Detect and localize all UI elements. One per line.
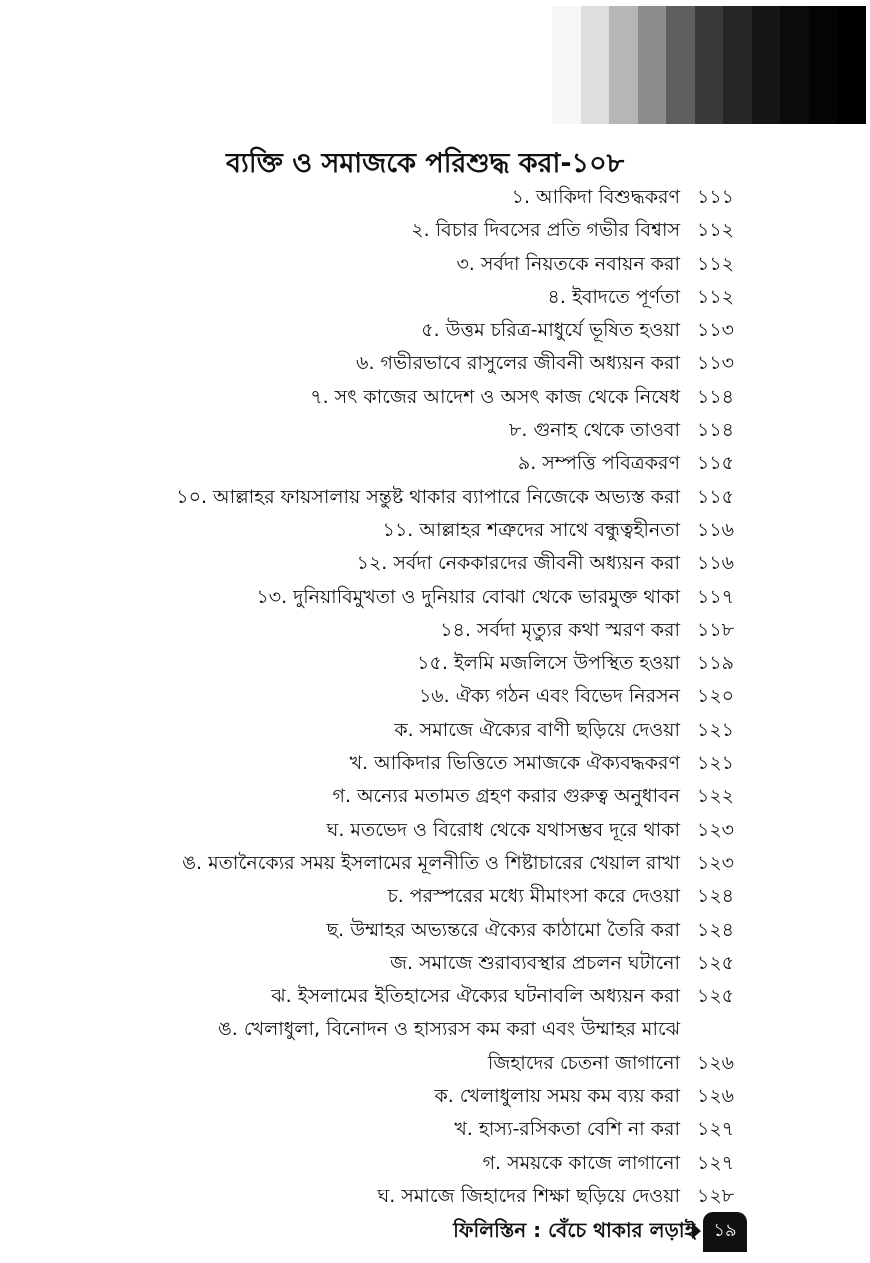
grayscale-swatch (638, 6, 667, 124)
toc-entry (0, 613, 870, 646)
book-title: ফিলিস্তিন : বেঁচে থাকার লড়াই (453, 1218, 695, 1242)
toc-entry-title: ক. খেলাধুলায় সময় কম ব্যয় করা (434, 1085, 680, 1108)
toc-entry (0, 1112, 870, 1145)
table-of-contents (0, 180, 870, 1212)
toc-entry (0, 746, 870, 779)
toc-entry-title: ১২. সর্বদা নেককারদের জীবনী অধ্যয়ন করা (356, 552, 680, 575)
toc-entry-title: ১০. আল্লাহর ফায়সালায় সন্তুষ্ট থাকার ব্যাপারে নিজেকে অভ্যস্ত করা (176, 485, 680, 508)
toc-entry (0, 1012, 870, 1045)
toc-entry-title: ৯. সম্পত্তি পবিত্রকরণ (517, 452, 680, 475)
toc-entry (0, 813, 870, 846)
toc-entry-page: ১২৭ (697, 1151, 735, 1174)
toc-entry-page: ১২১ (697, 752, 735, 775)
grayscale-swatch (752, 6, 781, 124)
grayscale-swatch (837, 6, 866, 124)
toc-entry (0, 946, 870, 979)
toc-entry (0, 346, 870, 379)
toc-entry (0, 580, 870, 613)
toc-entry-page: ১২৮ (697, 1184, 735, 1207)
toc-entry (0, 446, 870, 479)
toc-entry-title: ১৬. ঐক্য গঠন এবং বিভেদ নিরসন (418, 685, 680, 708)
toc-entry-page: ১১৪ (697, 419, 734, 442)
toc-entry-title: ১৩. দুনিয়াবিমুখতা ও দুনিয়ার বোঝা থেকে ভারমুক্ত থাকা (256, 585, 680, 608)
toc-entry (0, 413, 870, 446)
toc-entry-page: ১২২ (697, 785, 735, 808)
toc-entry (0, 1179, 870, 1212)
triangle-arrow-icon (692, 1223, 701, 1239)
toc-entry-page: ১২০ (697, 685, 735, 708)
toc-entry-title: ১১. আল্লাহর শত্রুদের সাথে বন্ধুত্বহীনতা (382, 518, 680, 541)
toc-entry (0, 913, 870, 946)
toc-entry-title: গ. সময়কে কাজে লাগানো (482, 1151, 680, 1174)
toc-entry-page: ১১৮ (697, 618, 734, 641)
toc-entry-page: ১২৫ (697, 951, 735, 974)
toc-entry-page: ১১৯ (697, 652, 734, 675)
toc-entry-page: ১১২ (697, 285, 735, 308)
toc-entry-page: ১১৭ (697, 585, 735, 608)
toc-entry (0, 646, 870, 679)
toc-entry-page: ১১৫ (697, 452, 734, 475)
toc-entry (0, 1079, 870, 1112)
toc-entry-title: ৮. গুনাহ থেকে তাওবা (509, 419, 680, 442)
toc-entry (0, 779, 870, 812)
section-title: ব্যক্তি ও সমাজকে পরিশুদ্ধ করা-১০৮ (226, 148, 625, 179)
toc-entry-page: ১২৩ (697, 818, 735, 841)
toc-entry-title: জিহাদের চেতনা জাগানো (487, 1051, 680, 1074)
toc-entry (0, 513, 870, 546)
toc-entry (0, 380, 870, 413)
toc-entry (0, 247, 870, 280)
toc-entry-page: ১১৫ (697, 485, 734, 508)
toc-entry-title: চ. পরস্পরের মধ্যে মীমাংসা করে দেওয়া (387, 885, 680, 908)
toc-entry-page: ১২৩ (697, 851, 735, 874)
toc-entry-page: ১১৬ (697, 552, 735, 575)
grayscale-swatch (723, 6, 752, 124)
page-number-tab: ১৯ (703, 1212, 747, 1252)
toc-entry (0, 280, 870, 313)
toc-entry (0, 679, 870, 712)
toc-entry-page: ১১২ (697, 252, 735, 275)
toc-entry-title: ঘ. মতভেদ ও বিরোধ থেকে যথাসম্ভব দূরে থাকা (326, 818, 680, 841)
toc-entry-page: ১১৩ (697, 319, 735, 342)
toc-entry-title: ৩. সর্বদা নিয়তকে নবায়ন করা (456, 252, 680, 275)
grayscale-calibration-strip (552, 6, 866, 124)
toc-entry (0, 546, 870, 579)
toc-entry-title: জ. সমাজে শুরাব্যবস্থার প্রচলন ঘটানো (390, 951, 680, 974)
grayscale-swatch (552, 6, 581, 124)
toc-entry (0, 1046, 870, 1079)
grayscale-swatch (780, 6, 809, 124)
toc-entry-page: ১১৬ (697, 518, 735, 541)
toc-entry-title: ৭. সৎ কাজের আদেশ ও অসৎ কাজ থেকে নিষেধ (310, 385, 680, 408)
toc-entry-page: ১১২ (697, 219, 735, 242)
page-footer (0, 1210, 870, 1250)
toc-entry-title: ৫. উত্তম চরিত্র-মাধুর্যে ভূষিত হওয়া (421, 319, 680, 342)
toc-entry-page: ১২৭ (697, 1118, 735, 1141)
toc-entry (0, 480, 870, 513)
toc-entry-page: ১২৫ (697, 985, 735, 1008)
toc-entry-page: ১১৩ (697, 352, 735, 375)
toc-entry (0, 846, 870, 879)
toc-entry-title: খ. আকিদার ভিত্তিতে সমাজকে ঐক্যবদ্ধকরণ (349, 752, 680, 775)
grayscale-swatch (695, 6, 724, 124)
grayscale-swatch (666, 6, 695, 124)
toc-entry-title: ১৫. ইলমি মজলিসে উপস্থিত হওয়া (417, 652, 680, 675)
toc-entry-page: ১২৪ (697, 885, 735, 908)
toc-entry (0, 213, 870, 246)
toc-entry-page: ১২৬ (697, 1051, 735, 1074)
toc-entry (0, 713, 870, 746)
toc-entry-title: ঙ. মতানৈক্যের সময় ইসলামের মূলনীতি ও শিষ্টাচারের খেয়াল রাখা (182, 851, 680, 874)
toc-entry-title: ঙ. খেলাধুলা, বিনোদন ও হাস্যরস কম করা এবং উম্মাহর মাঝে (217, 1018, 680, 1041)
toc-entry (0, 1146, 870, 1179)
grayscale-swatch (809, 6, 838, 124)
toc-entry-title: ছ. উম্মাহর অভ্যন্তরে ঐক্যের কাঠামো তৈরি করা (326, 918, 680, 941)
toc-entry-page: ১২৬ (697, 1085, 735, 1108)
toc-entry-title: ঘ. সমাজে জিহাদের শিক্ষা ছড়িয়ে দেওয়া (377, 1184, 680, 1207)
toc-entry-page: ১১১ (697, 186, 734, 208)
toc-entry-page: ১১৪ (697, 385, 734, 408)
toc-entry-title: ক. সমাজে ঐক্যের বাণী ছড়িয়ে দেওয়া (394, 718, 680, 741)
toc-entry-title: ১. আকিদা বিশুদ্ধকরণ (511, 186, 680, 208)
toc-entry-title: ৪. ইবাদতে পূর্ণতা (547, 285, 680, 308)
toc-entry-title: ৬. গভীরভাবে রাসুলের জীবনী অধ্যয়ন করা (356, 352, 680, 375)
toc-entry-page: ১২১ (697, 718, 735, 741)
toc-entry-title: খ. হাস্য-রসিকতা বেশি না করা (454, 1118, 680, 1141)
toc-entry (0, 180, 870, 213)
toc-entry (0, 979, 870, 1012)
toc-entry (0, 313, 870, 346)
toc-entry-title: ২. বিচার দিবসের প্রতি গভীর বিশ্বাস (411, 219, 680, 242)
grayscale-swatch (609, 6, 638, 124)
toc-entry-title: গ. অন্যের মতামত গ্রহণ করার গুরুত্ব অনুধাবন (332, 785, 680, 808)
toc-entry-title: ১৪. সর্বদা মৃত্যুর কথা স্মরণ করা (440, 618, 680, 641)
toc-entry-page: ১২৪ (697, 918, 735, 941)
toc-entry-title: ঝ. ইসলামের ইতিহাসের ঐক্যের ঘটনাবলি অধ্যয়ন করা (271, 985, 680, 1008)
toc-entry (0, 879, 870, 912)
grayscale-swatch (581, 6, 610, 124)
